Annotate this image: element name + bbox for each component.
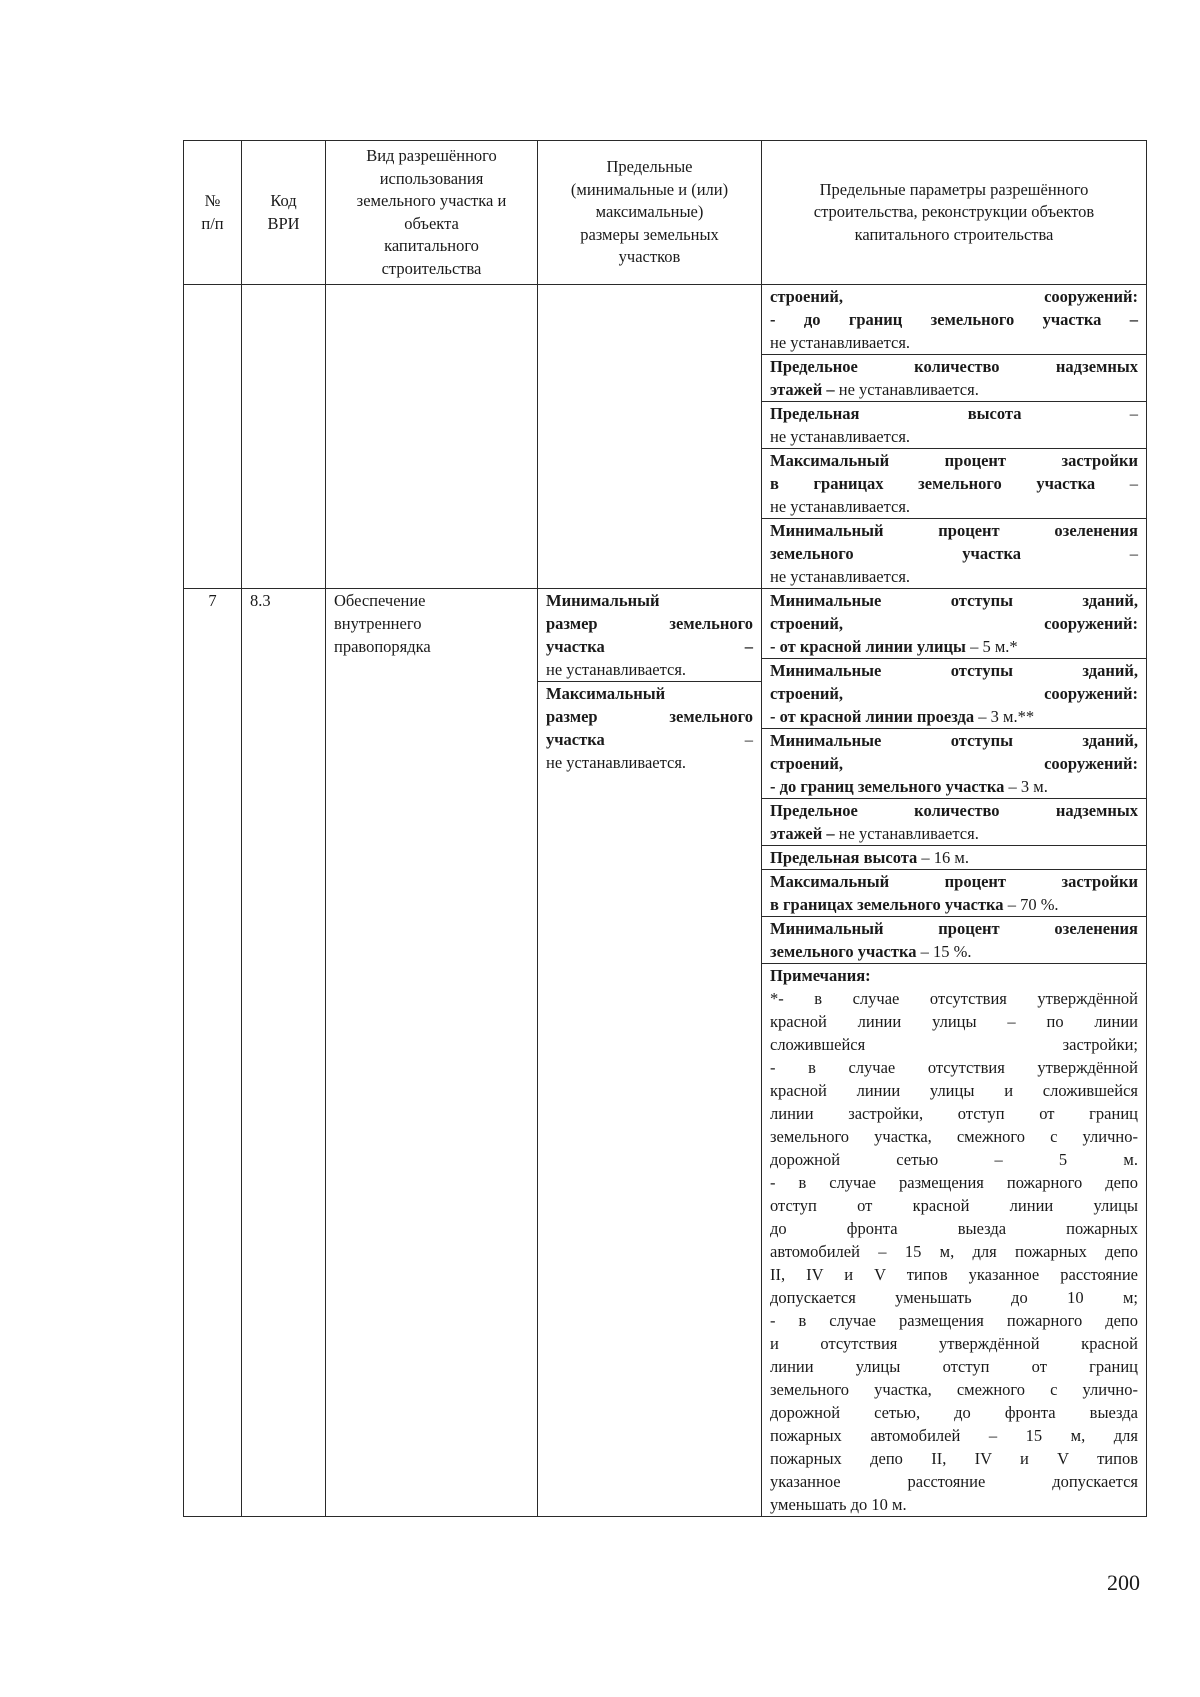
cell-vri-code: [242, 589, 326, 1517]
use-type: Обеспечение внутреннего правопорядка: [334, 591, 431, 656]
param-line: [770, 472, 1138, 495]
param-line: [770, 331, 1138, 354]
param-value: не устанавливается.: [770, 567, 911, 586]
param-block: [762, 401, 1146, 448]
param-value: –: [1021, 404, 1138, 423]
cell-empty: [242, 285, 326, 589]
param-line: [770, 378, 1138, 401]
param-value: –: [1021, 544, 1138, 563]
param-value: не устанавливается.: [546, 660, 687, 679]
param-line: [770, 940, 1138, 963]
param-line: [546, 751, 753, 774]
param-value: не устанавливается.: [770, 497, 911, 516]
param-line: [770, 519, 1138, 542]
param-label: размер земельного: [546, 707, 753, 726]
param-line: [770, 870, 1138, 893]
note-line: уменьшать до 10 м.: [770, 1495, 907, 1514]
param-value: не устанавливается.: [834, 824, 979, 843]
param-label: этажей –: [770, 380, 835, 399]
header-use-type: Вид разрешённого использования земельного участка и объекта капитального строительства: [326, 141, 538, 285]
vri-code: 8.3: [250, 591, 271, 610]
param-label: Максимальный процент застройки: [770, 872, 1138, 891]
param-label: размер земельного: [546, 614, 753, 633]
param-line: [546, 635, 753, 658]
cell-empty: [538, 285, 762, 589]
param-block: [762, 869, 1146, 916]
param-block: [762, 354, 1146, 401]
param-label: земельного участка: [770, 544, 1022, 563]
table-row-7: [184, 589, 1147, 1517]
cell-plot-sizes: [538, 589, 762, 1517]
table-row-continuation: [184, 285, 1147, 589]
note-line: - в случае размещения пожарного депо: [770, 1311, 1138, 1330]
param-block: [762, 589, 1146, 658]
param-label: Предельное количество надземных: [770, 357, 1138, 376]
param-block: [762, 916, 1146, 963]
cell-build-params: [762, 589, 1147, 1517]
param-block: [762, 518, 1146, 588]
note-line: пожарных автомобилей – 15 м, для: [770, 1426, 1138, 1445]
note-line: сложившейся застройки;: [770, 1035, 1138, 1054]
notes-title: Примечания:: [770, 966, 871, 985]
param-label: Минимальный: [546, 591, 660, 610]
header-code: Код ВРИ: [242, 141, 326, 285]
param-label: земельного участка: [770, 942, 917, 961]
param-label: Минимальные отступы зданий,: [770, 731, 1138, 750]
param-line: [546, 612, 753, 635]
param-label: участка: [546, 730, 605, 749]
param-line: [770, 752, 1138, 775]
param-block: [762, 798, 1146, 845]
param-line: [546, 682, 753, 705]
param-label: строений, сооружений:: [770, 287, 1138, 306]
note-line: линии застройки, отступ от границ: [770, 1104, 1138, 1123]
notes-block: [762, 963, 1146, 1516]
size-block: [538, 589, 761, 681]
plot-sizes-list: [538, 589, 761, 774]
param-line: [546, 728, 753, 751]
notes-lines: [770, 987, 1138, 1516]
note-line: автомобилей – 15 м, для пожарных депо: [770, 1242, 1138, 1261]
cell-use-type: [326, 589, 538, 1517]
param-line: [770, 589, 1138, 612]
note-line: земельного участка, смежного с улично-: [770, 1127, 1138, 1146]
note-line: - в случае размещения пожарного депо: [770, 1173, 1138, 1192]
params-list: [762, 589, 1146, 963]
note-line: дорожной сетью, до фронта выезда: [770, 1403, 1138, 1422]
param-line: [770, 893, 1138, 916]
param-line: [770, 355, 1138, 378]
table-header-row: [184, 141, 1147, 285]
param-value: – 15 %.: [916, 942, 972, 961]
note-line: красной линии улицы – по линии: [770, 1012, 1138, 1031]
param-label: Минимальные отступы зданий,: [770, 661, 1138, 680]
note-line: - в случае отсутствия утверждённой: [770, 1058, 1138, 1077]
note-line: до фронта выезда пожарных: [770, 1219, 1138, 1238]
note-line: допускается уменьшать до 10 м;: [770, 1288, 1138, 1307]
param-label: в границах земельного участка: [770, 895, 1004, 914]
note-line: земельного участка, смежного с улично-: [770, 1380, 1138, 1399]
param-label: Предельная высота: [770, 404, 1022, 423]
param-line: [770, 308, 1138, 331]
param-label: - от красной линии улицы: [770, 637, 966, 656]
note-line: пожарных депо II, IV и V типов: [770, 1449, 1138, 1468]
note-line: дорожной сетью – 5 м.: [770, 1150, 1138, 1169]
param-value: – 16 м.: [917, 848, 969, 867]
header-build-params: Предельные параметры разрешённого строительства, реконструкции объектов капитального строительства: [762, 141, 1147, 285]
param-label: - до границ земельного участка –: [770, 310, 1138, 329]
note-line: линии улицы отступ от границ: [770, 1357, 1138, 1376]
param-block: [762, 845, 1146, 869]
row-number: 7: [208, 591, 217, 610]
param-block: [762, 285, 1146, 354]
note-line: II, IV и V типов указанное расстояние: [770, 1265, 1138, 1284]
param-value: –: [604, 730, 753, 749]
param-value: – 3 м.: [1004, 777, 1048, 796]
param-label: строений, сооружений:: [770, 754, 1138, 773]
param-value: не устанавливается.: [834, 380, 979, 399]
param-label: строений, сооружений:: [770, 614, 1138, 633]
param-value: не устанавливается.: [546, 753, 687, 772]
page-number: 200: [1107, 1570, 1140, 1595]
param-line: [770, 775, 1138, 798]
param-line: [546, 589, 753, 612]
param-value: не устанавливается.: [770, 427, 911, 446]
param-line: [770, 705, 1138, 728]
regulations-table: [183, 140, 1147, 1517]
size-block: [538, 681, 761, 774]
param-value: – 70 %.: [1003, 895, 1059, 914]
header-num: № п/п: [184, 141, 242, 285]
note-line: красной линии улицы и сложившейся: [770, 1081, 1138, 1100]
param-label: Минимальный процент озеленения: [770, 919, 1138, 938]
param-value: не устанавливается.: [770, 333, 911, 352]
params-list: [762, 285, 1146, 588]
param-block: [762, 658, 1146, 728]
param-line: [770, 495, 1138, 518]
cell-empty: [184, 285, 242, 589]
param-value: – 3 м.**: [974, 707, 1035, 726]
param-line: [546, 658, 753, 681]
param-line: [770, 917, 1138, 940]
param-line: [770, 635, 1138, 658]
param-label: Минимальный процент озеленения: [770, 521, 1138, 540]
param-line: [770, 542, 1138, 565]
note-line: *- в случае отсутствия утверждённой: [770, 989, 1138, 1008]
param-label: - от красной линии проезда: [770, 707, 975, 726]
param-line: [770, 425, 1138, 448]
param-line: [770, 659, 1138, 682]
cell-row-number: [184, 589, 242, 1517]
param-value: –: [1095, 474, 1138, 493]
note-line: и отсутствия утверждённой красной: [770, 1334, 1138, 1353]
param-line: [770, 449, 1138, 472]
param-line: [770, 729, 1138, 752]
param-label: участка –: [546, 637, 753, 656]
param-line: [770, 822, 1138, 845]
param-label: Максимальный процент застройки: [770, 451, 1138, 470]
cell-empty: [326, 285, 538, 589]
param-label: Максимальный: [546, 684, 666, 703]
param-line: [770, 682, 1138, 705]
param-label: Предельное количество надземных: [770, 801, 1138, 820]
param-label: в границах земельного участка: [770, 474, 1096, 493]
param-line: [770, 612, 1138, 635]
param-label: строений, сооружений:: [770, 684, 1138, 703]
param-label: Минимальные отступы зданий,: [770, 591, 1138, 610]
param-label: - до границ земельного участка: [770, 777, 1005, 796]
param-line: [546, 705, 753, 728]
param-block: [762, 448, 1146, 518]
param-block: [762, 728, 1146, 798]
param-line: [770, 846, 1138, 869]
param-line: [770, 799, 1138, 822]
note-line: указанное расстояние допускается: [770, 1472, 1138, 1491]
param-value: – 5 м.*: [965, 637, 1018, 656]
param-line: [770, 565, 1138, 588]
param-label: этажей –: [770, 824, 835, 843]
param-line: [770, 285, 1138, 308]
param-label: Предельная высота: [770, 848, 918, 867]
cell-params-continuation: [762, 285, 1147, 589]
header-plot-sizes: Предельные (минимальные и (или) максимальные) размеры земельных участков: [538, 141, 762, 285]
note-line: отступ от красной линии улицы: [770, 1196, 1138, 1215]
param-line: [770, 402, 1138, 425]
